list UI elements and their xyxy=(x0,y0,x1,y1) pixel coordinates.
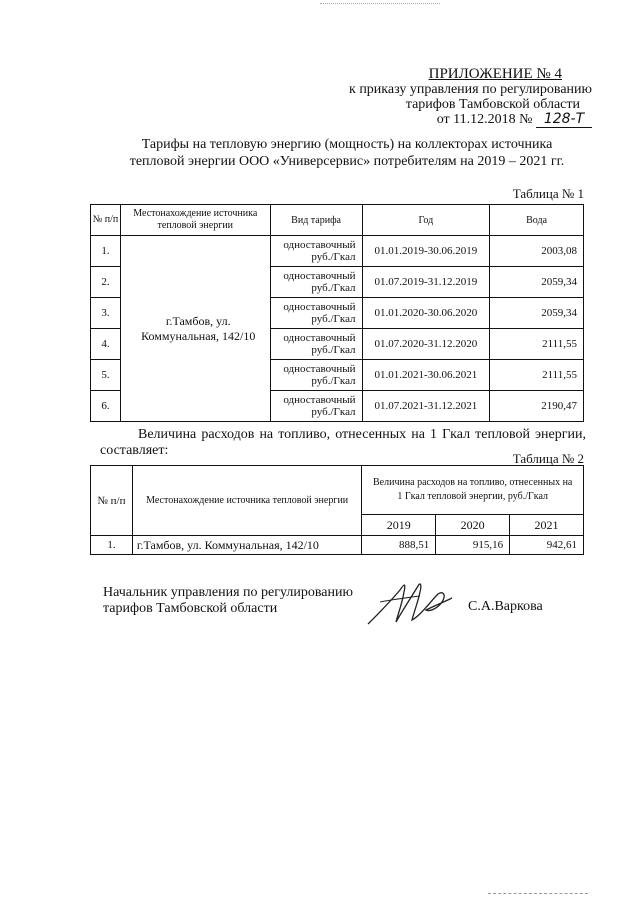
table2-label: Таблица № 2 xyxy=(512,451,584,466)
tariff-table-header xyxy=(91,205,584,236)
row-num: 1. xyxy=(91,536,133,555)
row-period: 01.01.2021-30.06.2021 xyxy=(362,360,490,391)
fuel-cost-table xyxy=(90,465,584,555)
row-water: 2003,08 xyxy=(490,236,584,267)
row-num: 6. xyxy=(91,391,121,422)
top-scan-marks xyxy=(320,3,440,10)
fuel-cost-paragraph: Величина расходов на топливо, отнесенных на 1 Гкал тепловой энергии, составляет: xyxy=(100,427,586,458)
row-period: 01.01.2020-30.06.2020 xyxy=(362,298,490,329)
appendix-date-line xyxy=(292,112,592,128)
row-num: 3. xyxy=(91,298,121,329)
header-2019: 2019 xyxy=(362,515,436,536)
table1-label: Таблица № 1 xyxy=(512,186,584,201)
appendix-header xyxy=(292,67,592,128)
header-water: Вода xyxy=(490,205,584,236)
row-num: 5. xyxy=(91,360,121,391)
row-tariff: одноставочный руб./Гкал xyxy=(270,391,362,422)
table-row xyxy=(91,536,584,555)
row-num: 1. xyxy=(91,236,121,267)
header-2021: 2021 xyxy=(510,515,584,536)
row-period: 01.07.2020-31.12.2020 xyxy=(362,329,490,360)
row-location: г.Тамбов, ул. Коммунальная, 142/10 xyxy=(132,536,361,555)
table-row xyxy=(91,236,584,267)
signatory-title xyxy=(103,585,353,617)
row-water: 2190,47 xyxy=(490,391,584,422)
row-tariff: одноставочный руб./Гкал xyxy=(270,298,362,329)
header-location: Местонахождение источника тепловой энергии xyxy=(120,205,270,236)
row-2020: 915,16 xyxy=(436,536,510,555)
row-tariff: одноставочный руб./Гкал xyxy=(270,329,362,360)
row-num: 2. xyxy=(91,267,121,298)
location-cell: г.Тамбов, ул. Коммунальная, 142/10 xyxy=(120,236,270,422)
document-title-line2: тепловой энергии ООО «Универсервис» потребителям на 2019 – 2021 гг. xyxy=(129,154,565,169)
row-2021: 942,61 xyxy=(510,536,584,555)
row-water: 2059,34 xyxy=(490,267,584,298)
signatory-line2: тарифов Тамбовской области xyxy=(103,601,278,616)
signatory-name: С.А.Варкова xyxy=(468,599,543,614)
row-period: 01.07.2019-31.12.2019 xyxy=(362,267,490,298)
header-fuel: Величина расходов на топливо, отнесенных на 1 Гкал тепловой энергии, руб./Гкал xyxy=(362,466,584,515)
row-num: 4. xyxy=(91,329,121,360)
row-water: 2059,34 xyxy=(490,298,584,329)
row-water: 2111,55 xyxy=(490,360,584,391)
row-2019: 888,51 xyxy=(362,536,436,555)
row-period: 01.07.2021-31.12.2021 xyxy=(362,391,490,422)
handwritten-order-number: 128-Т xyxy=(536,112,592,128)
signatory-line1: Начальник управления по регулированию xyxy=(103,585,353,600)
document-title xyxy=(100,136,594,170)
header-location: Местонахождение источника тепловой энергии xyxy=(132,466,361,536)
handwritten-signature xyxy=(360,572,470,632)
fuel-table-header xyxy=(91,466,584,515)
header-year: Год xyxy=(362,205,490,236)
tariff-table xyxy=(90,204,584,422)
header-tariff: Вид тарифа xyxy=(270,205,362,236)
header-2020: 2020 xyxy=(436,515,510,536)
appendix-order-line: к приказу управления по регулированию xyxy=(349,82,592,97)
bottom-scan-marks xyxy=(488,893,588,894)
row-tariff: одноставочный руб./Гкал xyxy=(270,236,362,267)
header-num: № п/п xyxy=(91,205,121,236)
row-water: 2111,55 xyxy=(490,329,584,360)
document-title-line1: Тарифы на тепловую энергию (мощность) на коллекторах источника xyxy=(141,137,553,152)
header-num: № п/п xyxy=(91,466,133,536)
row-tariff: одноставочный руб./Гкал xyxy=(270,360,362,391)
appendix-authority-line: тарифов Тамбовской области xyxy=(405,97,580,112)
appendix-date: от 11.12.2018 № xyxy=(436,112,533,127)
row-tariff: одноставочный руб./Гкал xyxy=(270,267,362,298)
row-period: 01.01.2019-30.06.2019 xyxy=(362,236,490,267)
appendix-title: ПРИЛОЖЕНИЕ № 4 xyxy=(428,66,562,82)
